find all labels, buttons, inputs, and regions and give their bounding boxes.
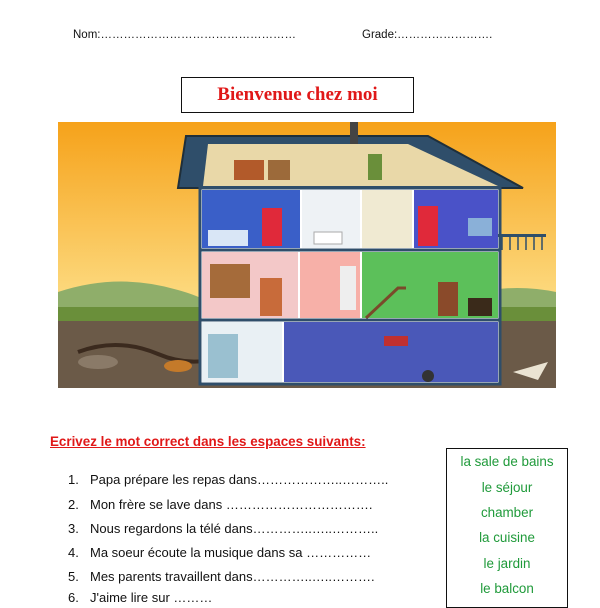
- question-text: Mon frère se lave dans …………………………….: [90, 497, 373, 512]
- question-number: 5.: [68, 569, 79, 584]
- exercise-instruction: Ecrivez le mot correct dans les espaces suivants:: [50, 434, 366, 449]
- word-bank-item: la cuisine: [479, 530, 535, 545]
- question-number: 4.: [68, 545, 79, 560]
- grade-field-label: Grade:…………………….: [362, 29, 493, 41]
- house-illustration: [58, 122, 556, 388]
- question-text: Nous regardons la télé dans…………..…..………..: [90, 521, 379, 536]
- page-title: Bienvenue chez moi: [217, 84, 378, 105]
- question-item: [68, 590, 212, 605]
- word-bank-item: le balcon: [480, 581, 534, 596]
- question-text: J'aime lire sur ………: [90, 590, 213, 605]
- name-field-label: Nom:……………………………………………: [73, 29, 296, 41]
- word-bank-item: le jardin: [483, 556, 531, 571]
- door-red: [262, 208, 282, 246]
- word-bank-item: chamber: [480, 505, 534, 520]
- question-number: 6.: [68, 590, 79, 605]
- question-text: Mes parents travaillent dans…………..…..……….: [90, 569, 375, 584]
- question-item: [68, 472, 388, 487]
- question-item: [68, 569, 375, 584]
- bookcase: [438, 282, 458, 316]
- question-item: [68, 497, 372, 512]
- word-bank: [446, 448, 568, 608]
- question-text: Ma soeur écoute la musique dans sa ……………: [90, 545, 372, 560]
- question-item: [68, 521, 378, 536]
- question-text: Papa prépare les repas dans………………..………..: [90, 472, 389, 487]
- laundry: [362, 190, 412, 248]
- sleeping-animal: [164, 360, 192, 372]
- balcony: [498, 234, 546, 237]
- question-number: 2.: [68, 497, 79, 512]
- word-bank-item: le séjour: [481, 480, 533, 495]
- title-box: [181, 77, 414, 113]
- word-bank-item: la sale de bains: [460, 454, 554, 469]
- question-item: [68, 545, 371, 560]
- question-number: 1.: [68, 472, 79, 487]
- garage: [284, 322, 498, 382]
- question-number: 3.: [68, 521, 79, 536]
